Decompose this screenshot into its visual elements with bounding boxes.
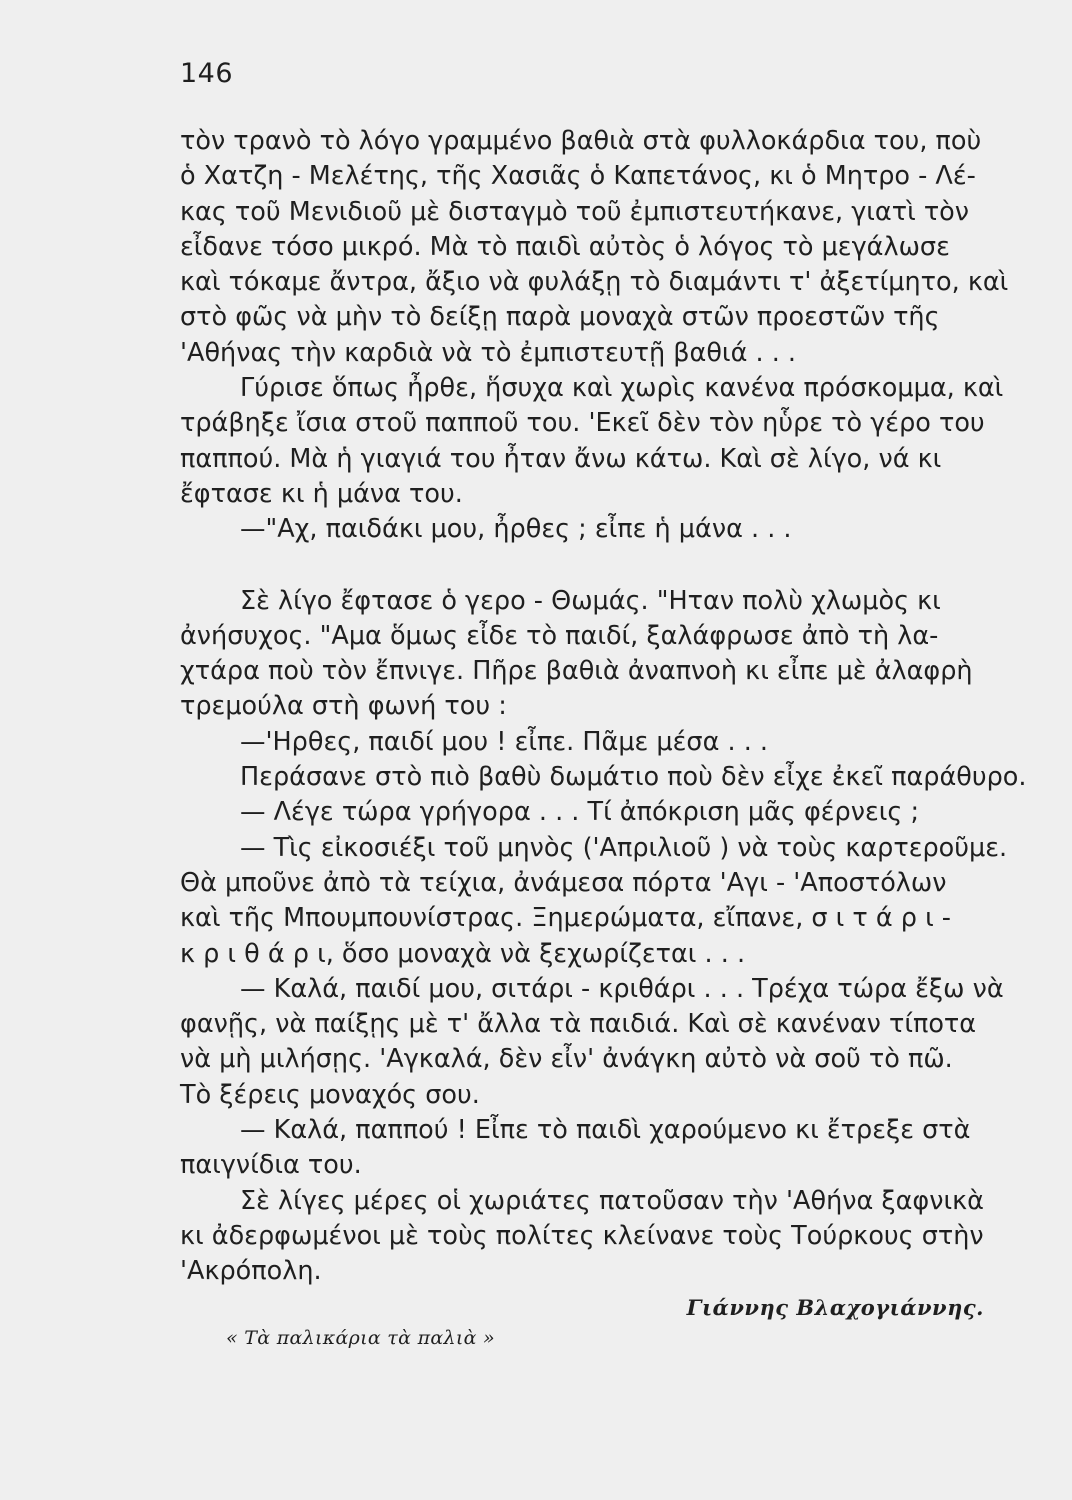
author-signature: Γιάννης Βλαχογιάννης. bbox=[686, 1295, 984, 1320]
text-line: ἀνήσυχος. "Αμα ὅμως εἶδε τὸ παιδί, ξαλάφρωσε ἀπὸ τὴ λα- bbox=[180, 620, 939, 651]
text-line: Περάσανε στὸ πιὸ βαθὺ δωμάτιο ποὺ δὲν εἶχε ἐκεῖ παράθυρο. bbox=[240, 762, 1027, 793]
text-line: —'Ηρθες, παιδί μου ! εἶπε. Πᾶμε μέσα . . . bbox=[240, 726, 769, 757]
text-line: στὸ φῶς νὰ μὴν τὸ δείξῃ παρὰ μοναχὰ στῶν προεστῶν τῆς bbox=[180, 302, 940, 333]
text-line: κ ρ ι θ ά ρ ι, ὅσο μοναχὰ νὰ ξεχωρίζεται . . . bbox=[180, 938, 746, 969]
text-line: τὸν τρανὸ τὸ λόγο γραμμένο βαθιὰ στὰ φυλλοκάρδια του, ποὺ bbox=[180, 126, 982, 156]
text-line: —"Αχ, παιδάκι μου, ἦρθες ; εἶπε ἡ μάνα . . . bbox=[240, 514, 792, 545]
body-text bbox=[180, 124, 1027, 1290]
text-line: ἔφτασε κι ἡ μάνα του. bbox=[180, 478, 463, 509]
text-line: 'Ακρόπολη. bbox=[180, 1256, 322, 1287]
text-line: 'Αθήνας τὴν καρδιὰ νὰ τὸ ἐμπιστευτῇ βαθιά . . . bbox=[180, 337, 797, 368]
text-line: — Λέγε τώρα γρήγορα . . . Τί ἀπόκριση μᾶς φέρνεις ; bbox=[240, 797, 920, 828]
text-line: τρεμούλα στὴ φωνή του : bbox=[180, 691, 507, 722]
text-line: παππού. Μὰ ἡ γιαγιά του ἦταν ἄνω κάτω. Καὶ σὲ λίγο, νά κι bbox=[180, 443, 942, 474]
text-line: εἶδανε τόσο μικρό. Μὰ τὸ παιδὶ αὐτὸς ὁ λόγος τὸ μεγάλωσε bbox=[180, 231, 950, 262]
text-line: Σὲ λίγο ἔφτασε ὁ γερο - Θωμάς. "Ηταν πολὺ χλωμὸς κι bbox=[240, 585, 941, 616]
text-line: Σὲ λίγες μέρες οἱ χωριάτες πατοῦσαν τὴν 'Αθήνα ξαφνικὰ bbox=[240, 1185, 984, 1216]
text-line: τράβηξε ἴσια στοῦ παπποῦ του. 'Εκεῖ δὲν τὸν ηὗρε τὸ γέρο του bbox=[180, 408, 985, 439]
paragraph-gap bbox=[180, 548, 918, 584]
text-line: παιγνίδια του. bbox=[180, 1150, 362, 1181]
text-line: Γύρισε ὅπως ἦρθε, ἥσυχα καὶ χωρὶς κανένα πρόσκομμα, καὶ bbox=[240, 373, 1004, 404]
page-number: 146 bbox=[180, 58, 234, 89]
text-line: ὁ Χατζη - Μελέτης, τῆς Χασιᾶς ὁ Καπετάνος, κι ὁ Μητρο - Λέ- bbox=[180, 161, 976, 192]
text-line: Θὰ μποῦνε ἀπὸ τὰ τείχια, ἀνάμεσα πόρτα 'Αγι - 'Αποστόλων bbox=[180, 867, 947, 898]
source-citation: « Τὰ παλικάρια τὰ παλιὰ » bbox=[226, 1327, 495, 1349]
text-line: νὰ μὴ μιλήσῃς. 'Αγκαλά, δὲν εἶν' ἀνάγκη αὐτὸ νὰ σοῦ τὸ πῶ. bbox=[180, 1044, 953, 1075]
text-line: κι ἀδερφωμένοι μὲ τοὺς πολίτες κλείνανε τοὺς Τούρκους στὴν bbox=[180, 1220, 984, 1251]
text-line: — Τὶς εἰκοσιέξι τοῦ μηνὸς ('Απριλιοῦ ) νὰ τοὺς καρτεροῦμε. bbox=[240, 832, 1008, 863]
text-line: φανῇς, νὰ παίξῃς μὲ τ' ἄλλα τὰ παιδιά. Καὶ σὲ κανέναν τίποτα bbox=[180, 1009, 977, 1040]
text-line: χτάρα ποὺ τὸν ἔπνιγε. Πῆρε βαθιὰ ἀναπνοὴ κι εἶπε μὲ ἀλαφρὴ bbox=[180, 656, 973, 687]
text-line: κας τοῦ Μενιδιοῦ μὲ δισταγμὸ τοῦ ἐμπιστευτήκανε, γιατὶ τὸν bbox=[180, 196, 970, 227]
text-line: Τὸ ξέρεις μοναχός σου. bbox=[180, 1079, 480, 1110]
text-line: καὶ τῆς Μπουμπουνίστρας. Ξημερώματα, εἴπανε, σ ι τ ά ρ ι - bbox=[180, 903, 952, 934]
text-line: καὶ τόκαμε ἄντρα, ἄξιο νὰ φυλάξῃ τὸ διαμάντι τ' ἀξετίμητο, καὶ bbox=[180, 267, 1009, 298]
text-line: — Καλά, παιδί μου, σιτάρι - κριθάρι . . . Τρέχα τώρα ἔξω νὰ bbox=[240, 973, 1004, 1004]
text-line: — Καλά, παππού ! Εἶπε τὸ παιδὶ χαρούμενο κι ἔτρεξε στὰ bbox=[240, 1115, 971, 1146]
